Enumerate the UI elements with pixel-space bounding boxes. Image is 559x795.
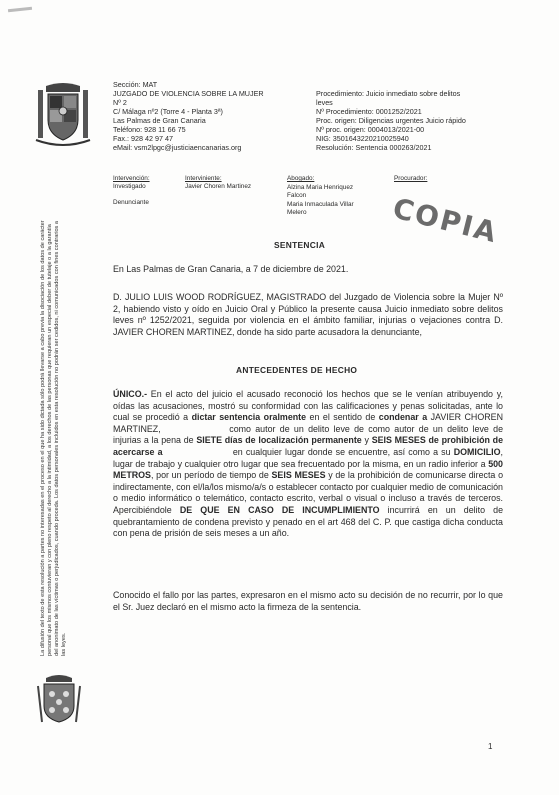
juzgado: JUZGADO DE VIOLENCIA SOBRE LA MUJER [113, 89, 264, 98]
unico-p1b: dictar sentencia oralmente [191, 412, 307, 423]
intervencion-header: Intervención: [113, 175, 150, 182]
interviniente-header: Interviniente: [185, 175, 222, 182]
unico-p3c: , lugar de trabajo y cualquier otro lugar que sea frecuentado por la misma, en un radio inferior a [113, 446, 503, 469]
header-right [316, 89, 466, 152]
telefono: Teléfono: 928 11 66 75 [113, 125, 186, 134]
canarias-seal-icon [36, 672, 82, 726]
unico-p3b: DOMICILIO [453, 446, 501, 457]
conocido-paragraph: Conocido el fallo por las partes, expresaron en el mismo acto su decisión de no recurrir, por lo que el Sr. Juez declaró en el mismo acto la firmeza de la sentencia. [113, 590, 503, 612]
place-date: En Las Palmas de Gran Canaria, a 7 de diciembre de 2021. [113, 264, 349, 274]
resolucion: Resolución: Sentencia 000263/2021 [316, 143, 432, 152]
seccion: Sección: MAT [113, 80, 158, 89]
nig: NIG: 3501643220210025940 [316, 134, 409, 143]
header-left [113, 80, 264, 152]
abogado2-line2: Melero [287, 209, 307, 216]
abogado1-line1: Alzina Maria Henriquez [287, 184, 354, 191]
juzgado-numero: Nº 2 [113, 98, 127, 107]
copia-stamp: COPIA [389, 191, 502, 250]
antecedentes-title: ANTECEDENTES DE HECHO [236, 365, 358, 375]
investigado-nombre: Javier Choren Martinez [185, 183, 252, 190]
num-procedimiento: Nº Procedimiento: 0001252/2021 [316, 107, 422, 116]
unico-p1d: condenar a [378, 412, 428, 423]
abogado1-line2: Falcon [287, 192, 307, 199]
abogado2-line1: Maria Inmaculada Villar [287, 201, 354, 208]
coat-of-arms-icon [34, 82, 92, 148]
denunciante-label: Denunciante [113, 199, 149, 206]
procurador-header: Procurador: [394, 175, 428, 182]
intro-paragraph: D. JULIO LUIS WOOD RODRÍGUEZ, MAGISTRADO del Juzgado de Violencia sobre la Mujer Nº 2, habiendo visto y oído en Juicio Oral y Público la presente causa Juicio inmediato sobre delitos leves nº 1252/2021, seguida por violencia en el ámbito familiar, injurias o vejaciones contra D. JAVIER CHOREN MARTINEZ, donde ha sido parte acusadora la denunciante, [113, 292, 503, 337]
unico-p3f: SEIS MESES [271, 470, 326, 481]
unico-p1e: JAVIER CHOREN MARTINEZ, [113, 412, 503, 434]
investigado-label: Investigado [113, 183, 146, 190]
unico-p3i: incurrirá en un delito de quebrantamiento de condena previsto y penado en el art 468 del C. P. que castiga dicha conducta con pena de prisión de seis meses a un año. [113, 504, 503, 539]
procedimiento-cont: leves [316, 98, 333, 107]
unico-p1c: en el sentido de [306, 412, 379, 423]
sentencia-title: SENTENCIA [274, 240, 326, 250]
unico-label: ÚNICO.- [113, 389, 148, 399]
email: eMail: vsm2lpgc@justiciaencanarias.org [113, 143, 242, 152]
unico-paragraph [113, 389, 503, 540]
direccion: C/ Málaga nº2 (Torre 4 - Planta 3ª) [113, 107, 223, 116]
side-privacy-note: La difusión del texto de esta resolución a partes no interesadas en el proceso en el que ha sido dictada sólo podrá llevarse a cabo previa la disociación de los datos de carácter personal que los mismos contuvieran y con pleno respeto al derecho a la intimidad, a los derechos de las personas que requieran un especial deber de tutelaje o a la garantía del anonimato de las víctimas o perjudicados, cuando proceda. Los datos personales incluidos en esta resolución no podrán ser cedidos, ni comunicados con fines contrarios a las leyes. [40, 220, 67, 656]
num-proc-origen: Nº proc. origen: 0004013/2021-00 [316, 125, 425, 134]
unico-p3d: 500 METROS [113, 458, 503, 481]
unico-p1: En el acto del juicio el acusado reconoció los hechos que se le venían atribuyendo y, oídas las acusaciones, mostró su conformidad con las calificaciones y penas solicitadas, ante lo cual se procedió a [113, 389, 503, 423]
unico-p3g: y de la prohibición de comunicarse directa o indirectamente, con el/la/los mismo/a/s o establecer contacto por cualquier medio de comunicación o medio informático o telemático, contacto escrito, verbal o visual o incluso a través de terceros. Apercibiéndole [113, 470, 503, 515]
unico-p2: como autor de un delito leve de como autor de un delito leve de injurias a la pena de [113, 423, 504, 446]
unico-p2b: SIETE días de localización permanente [196, 435, 362, 446]
abogado-header: Abogado: [287, 175, 315, 182]
page-number: 1 [488, 742, 493, 751]
unico-p3e: , por un período de tiempo de [150, 470, 272, 481]
procedimiento: Procedimiento: Juicio inmediato sobre delitos [316, 89, 461, 98]
unico-p2d: SEIS MESES de prohibición de acercarse a [113, 435, 504, 457]
ciudad: Las Palmas de Gran Canaria [113, 116, 206, 125]
unico-p3h: DE QUE EN CASO DE INCUMPLIMIENTO [179, 504, 380, 515]
proc-origen: Proc. origen: Diligencias urgentes Juicio rápido [316, 116, 466, 125]
scan-mark [8, 7, 32, 12]
unico-p2c: y [361, 435, 372, 446]
fax: Fax.: 928 42 97 47 [113, 134, 173, 143]
unico-p3: en cualquier lugar donde se encuentre, así como a su [232, 446, 454, 457]
